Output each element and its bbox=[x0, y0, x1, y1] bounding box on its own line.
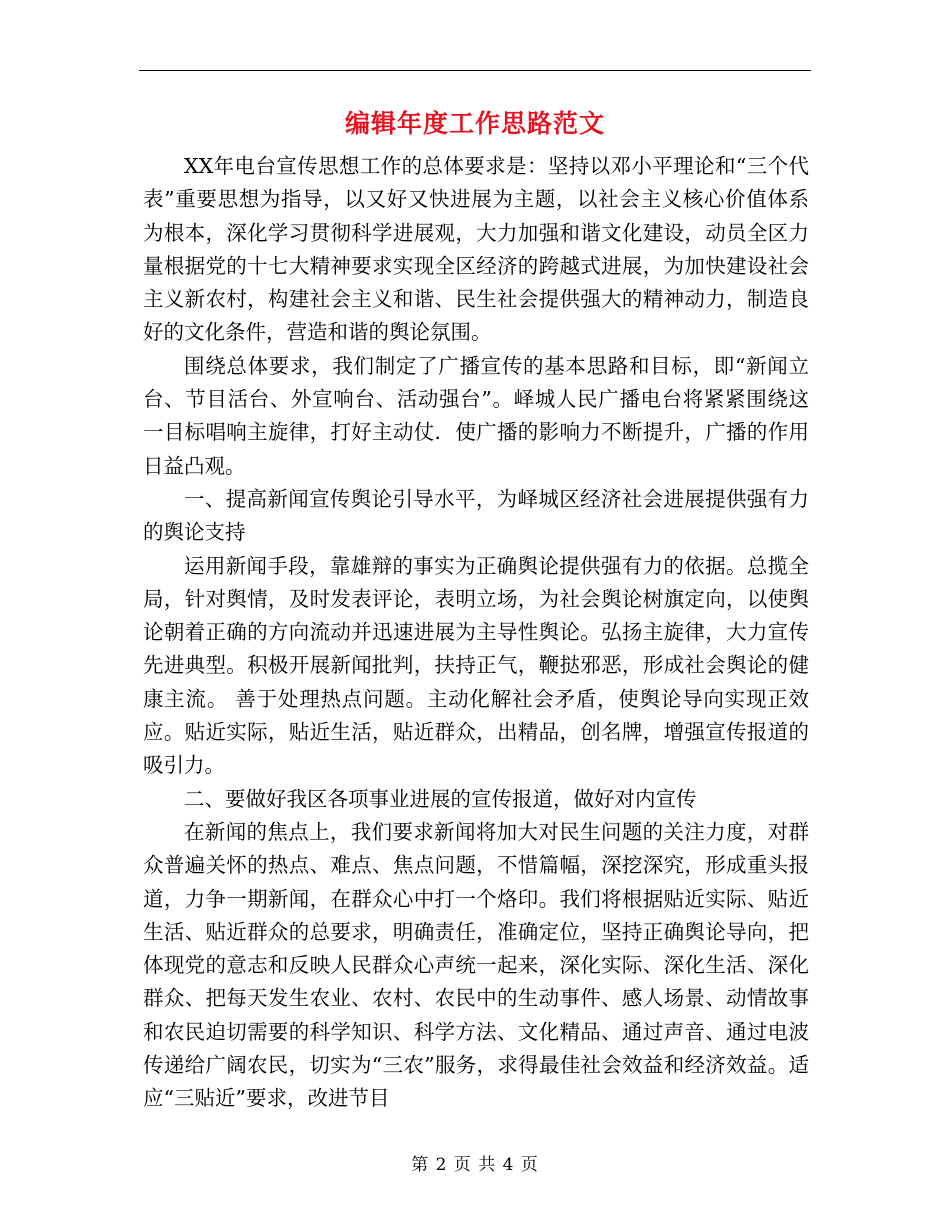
paragraph: XX年电台宣传思想工作的总体要求是：坚持以邓小平理论和“三个代表”重要思想为指导，以又好又快进展为主题，以社会主义核心价值体系为根本，深化学习贯彻科学进展观，大力加强和谐文化建设，动员全区力量根据党的十七大精神要求实现全区经济的跨越式进展，为加快建设社会主义新农村，构建社会主义和谐、民生社会提供强大的精神动力，制造良好的文化条件，营造和谐的舆论氛围。 bbox=[143, 154, 809, 345]
section-heading: 二、要做好我区各项事业进展的宣传报道，做好对内宣传 bbox=[184, 786, 697, 811]
section-heading: 一、提高新闻宣传舆论引导水平，为峄城区经济社会进展提供强有力的舆论支持 bbox=[143, 486, 809, 545]
document-body bbox=[143, 150, 809, 1116]
paragraph: 运用新闻手段，靠雄辩的事实为正确舆论提供强有力的依据。总揽全局，针对舆情，及时发表评论，表明立场，为社会舆论树旗定向，以使舆论朝着正确的方向流动并迅速进展为主导性舆论。弘扬主旋律，大力宣传先进典型。积极开展新闻批判，扶持正气，鞭挞邪恶，形成社会舆论的健康主流。 善于处理热点问题。主动化解社会矛盾，使舆论导向实现正效应。贴近实际，贴近生活，贴近群众，出精品，创名牌，增强宣传报道的吸引力。 bbox=[143, 553, 809, 778]
page-number: 第 2 页 共 4 页 bbox=[411, 1155, 539, 1175]
paragraph: 围绕总体要求，我们制定了广播宣传的基本思路和目标，即“新闻立台、节目活台、外宣响台、活动强台”。峄城人民广播电台将紧紧围绕这一目标唱响主旋律，打好主动仗．使广播的影响力不断提升，广播的作用日益凸观。 bbox=[143, 353, 809, 478]
paragraph: 在新闻的焦点上，我们要求新闻将加大对民生问题的关注力度，对群众普遍关怀的热点、难点、焦点问题，不惜篇幅，深挖深究，形成重头报道，力争一期新闻，在群众心中打一个烙印。我们将根据贴近实际、贴近生活、贴近群众的总要求，明确责任，准确定位，坚持正确舆论导向，把体现党的意志和反映人民群众心声统一起来，深化实际、深化生活、深化群众、把每天发生农业、农村、农民中的生动事件、感人场景、动情故事和农民迫切需要的科学知识、科学方法、文化精品、通过声音、通过电波传递给广阔农民，切实为“三农”服务，求得最佳社会效益和经济效益。适应“三贴近”要求，改进节目 bbox=[143, 819, 809, 1111]
document-title: 编辑年度工作思路范文 bbox=[344, 109, 605, 138]
header-rule bbox=[139, 70, 811, 71]
